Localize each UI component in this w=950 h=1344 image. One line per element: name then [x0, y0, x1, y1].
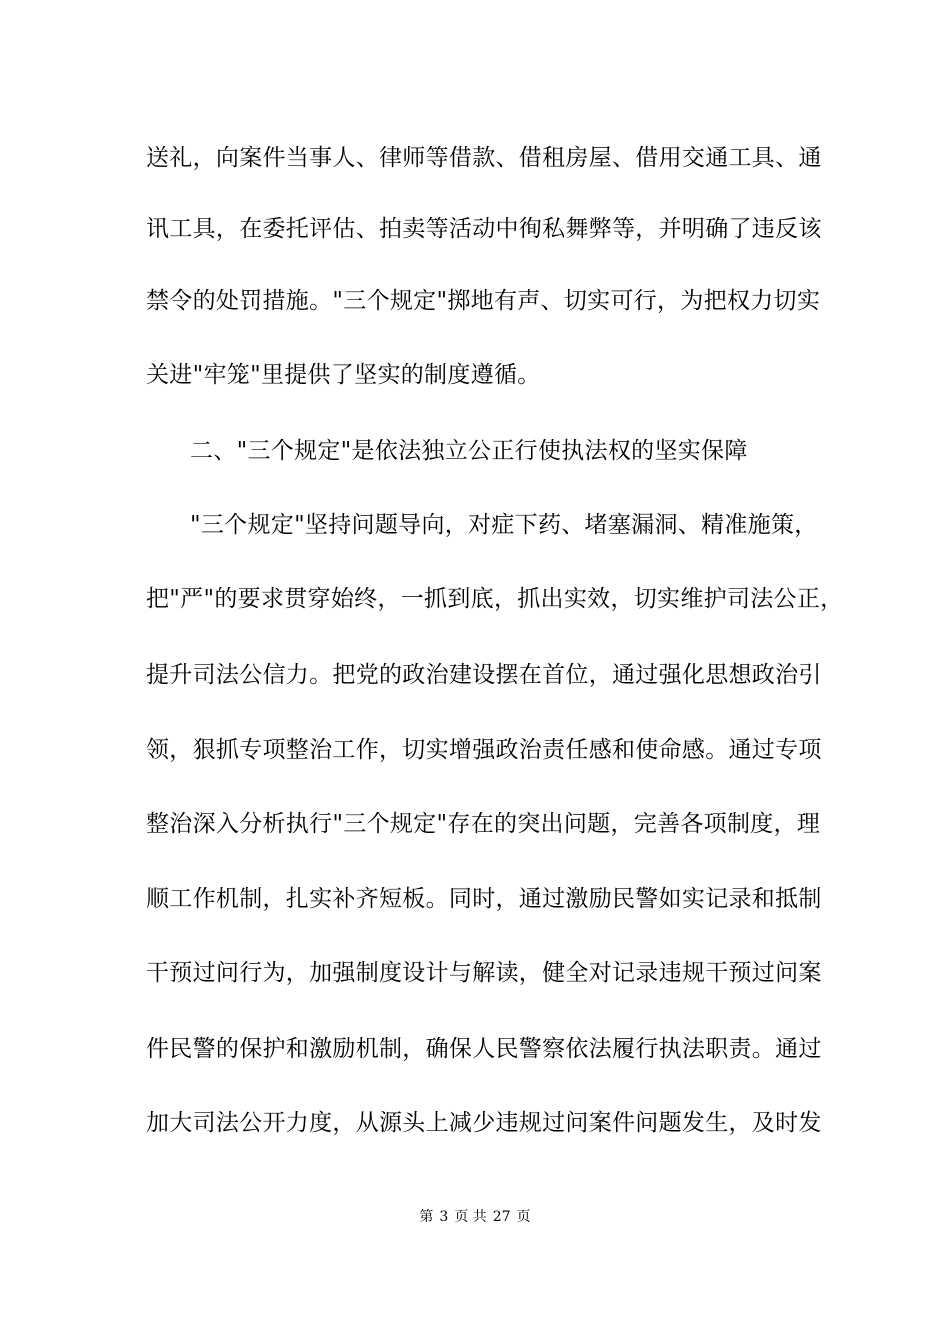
- text-line-12: 干预过问行为，加强制度设计与解读，健全对记录违规干预过问案: [146, 960, 822, 986]
- text-line-13: 件民警的保护和激励机制，确保人民警察依法履行执法职责。通过: [146, 1036, 822, 1062]
- footer-suffix: 页: [516, 1209, 531, 1225]
- section-heading: 二、"三个规定"是依法独立公正行使执法权的坚实保障: [190, 438, 748, 464]
- text-line-14: 加大司法公开力度，从源头上减少违规过问案件问题发生，及时发: [146, 1110, 822, 1136]
- page-footer: [0, 1208, 950, 1226]
- text-line-7: 把"严"的要求贯穿始终，一抓到底，抓出实效，切实维护司法公正，: [146, 586, 844, 612]
- total-pages-number: 27: [492, 1209, 511, 1225]
- text-line-10: 整治深入分析执行"三个规定"存在的突出问题，完善各项制度，理: [146, 811, 821, 837]
- text-line-4: 关进"牢笼"里提供了坚实的制度遵循。: [146, 362, 541, 388]
- footer-prefix: 第: [419, 1209, 434, 1225]
- text-line-8: 提升司法公信力。把党的政治建设摆在首位，通过强化思想政治引: [146, 662, 822, 688]
- text-line-3: 禁令的处罚措施。"三个规定"掷地有声、切实可行，为把权力切实: [146, 288, 821, 314]
- current-page-number: 3: [439, 1209, 449, 1225]
- text-line-2: 讯工具，在委托评估、拍卖等活动中徇私舞弊等，并明确了违反该: [146, 216, 822, 242]
- text-line-1: 送礼，向案件当事人、律师等借款、借租房屋、借用交通工具、通: [146, 145, 822, 171]
- text-line-11: 顺工作机制，扎实补齐短板。同时，通过激励民警如实记录和抵制: [146, 886, 822, 912]
- text-line-6: "三个规定"坚持问题导向，对症下药、堵塞漏洞、精准施策，: [190, 512, 818, 538]
- text-line-9: 领，狠抓专项整治工作，切实增强政治责任感和使命感。通过专项: [146, 737, 822, 763]
- footer-middle: 页 共: [454, 1209, 487, 1225]
